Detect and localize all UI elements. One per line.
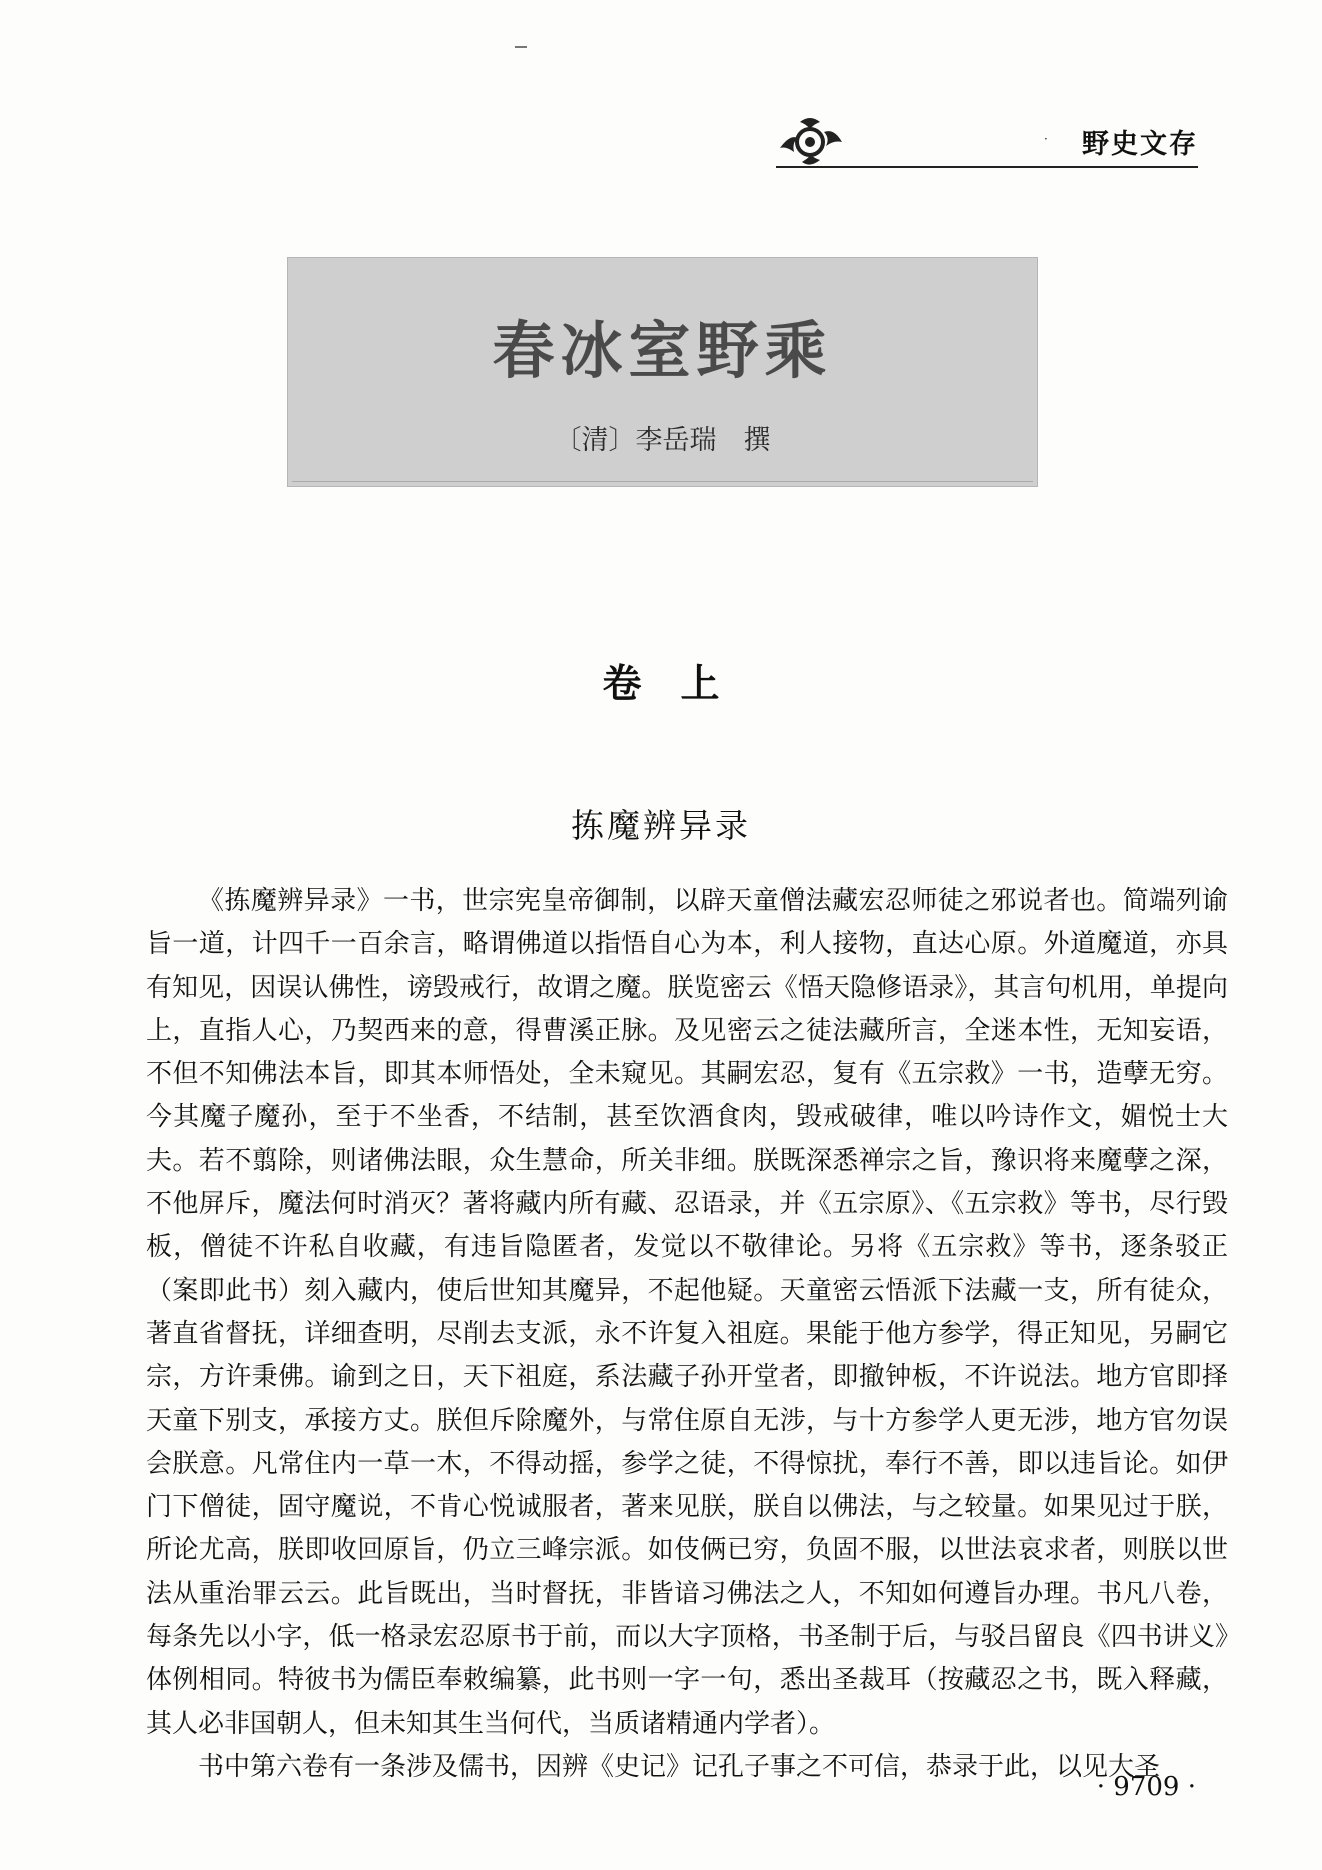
scan-mark (515, 46, 527, 48)
paragraph: 书中第六卷有一条涉及儒书，因辨《史记》记孔子事之不可信，恭录于此，以见大圣 (198, 1751, 1161, 1782)
header-rule (776, 166, 1198, 168)
page-number: · 9709 · (1096, 1772, 1196, 1802)
paragraph: 《拣魔辨异录》一书，世宗宪皇帝御制，以辟天童僧法藏宏忍师徒之邪说者也。简端列谕旨一道，计四千一百余言，略谓佛道以指悟自心为本，利人接物，直达心原。外道魔道，亦具有知见，因误认佛性，谤毁戒行，故谓之魔。朕览密云《悟天隐修语录》，其言句机用，单提向上，直指人心，乃契西来的意，得曹溪正脉。及见密云之徒法藏所言，全迷本性，无知妄语，不但不知佛法本旨，即其本师悟处，全未窥见。其嗣宏忍，复有《五宗救》一书，造孽无穷。今其魔子魔孙，至于不坐香，不结制，甚至饮酒食肉，毁戒破律，唯以吟诗作文，媚悦士大夫。若不翦除，则诸佛法眼，众生慧命，所关非细。朕既深悉禅宗之旨，豫识将来魔孽之深，不他屏斥，魔法何时消灭？著将藏内所有藏、忍语录，并《五宗原》、《五宗救》等书，尽行毁板，僧徒不许私自收藏，有违旨隐匿者，发觉以不敬律论。另将《五宗救》等书，逐条驳正（案即此书）刻入藏内，使后世知其魔异，不起他疑。天童密云悟派下法藏一支，所有徒众，著直省督抚，详细查明，尽削去支派，永不许复入祖庭。果能于他方参学，得正知见，另嗣它宗，方许秉佛。谕到之日，天下祖庭，系法藏子孙开堂者，即撤钟板，不许说法。地方官即择天童下别支，承接方丈。朕但斥除魔外，与常住原自无涉，与十方参学人更无涉，地方官勿误会朕意。凡常住内一草一木，不得动摇，参学之徒，不得惊扰，奉行不善，即以违旨论。如伊门下僧徒，固守魔说，不肯心悦诚服者，著来见朕，朕自以佛法，与之较量。如果见过于朕，所论尤高，朕即收回原旨，仍立三峰宗派。如伎俩已穷，负固不服，以世法哀求者，则朕以世法从重治罪云云。此旨既出，当时督抚，非皆谙习佛法之人，不知如何遵旨办理。书凡八卷，每条先以小字，低一格录宏忍原书于前，而以大字顶格，书圣制于后，与驳吕留良《四书讲义》体例相同。特彼书为儒臣奉敕编纂，此书则一字一句，悉出圣裁耳（按藏忍之书，既入释藏，其人必非国朝人，但未知其生当何代，当质诸精通内学者）。 (146, 886, 1228, 1739)
running-header (776, 112, 1198, 168)
header-dot: · (1044, 132, 1048, 146)
title-box (287, 257, 1038, 487)
body-text (146, 880, 1228, 1789)
dragon-emblem-icon (776, 112, 848, 168)
section-title: 拣魔辨异录 (571, 806, 751, 845)
author-line: 〔清〕李岳瑞 撰 (554, 425, 771, 456)
book-title: 春冰室野乘 (492, 314, 833, 387)
volume-title: 卷 上 (602, 662, 720, 707)
series-name: 野史文存 (1082, 129, 1198, 160)
